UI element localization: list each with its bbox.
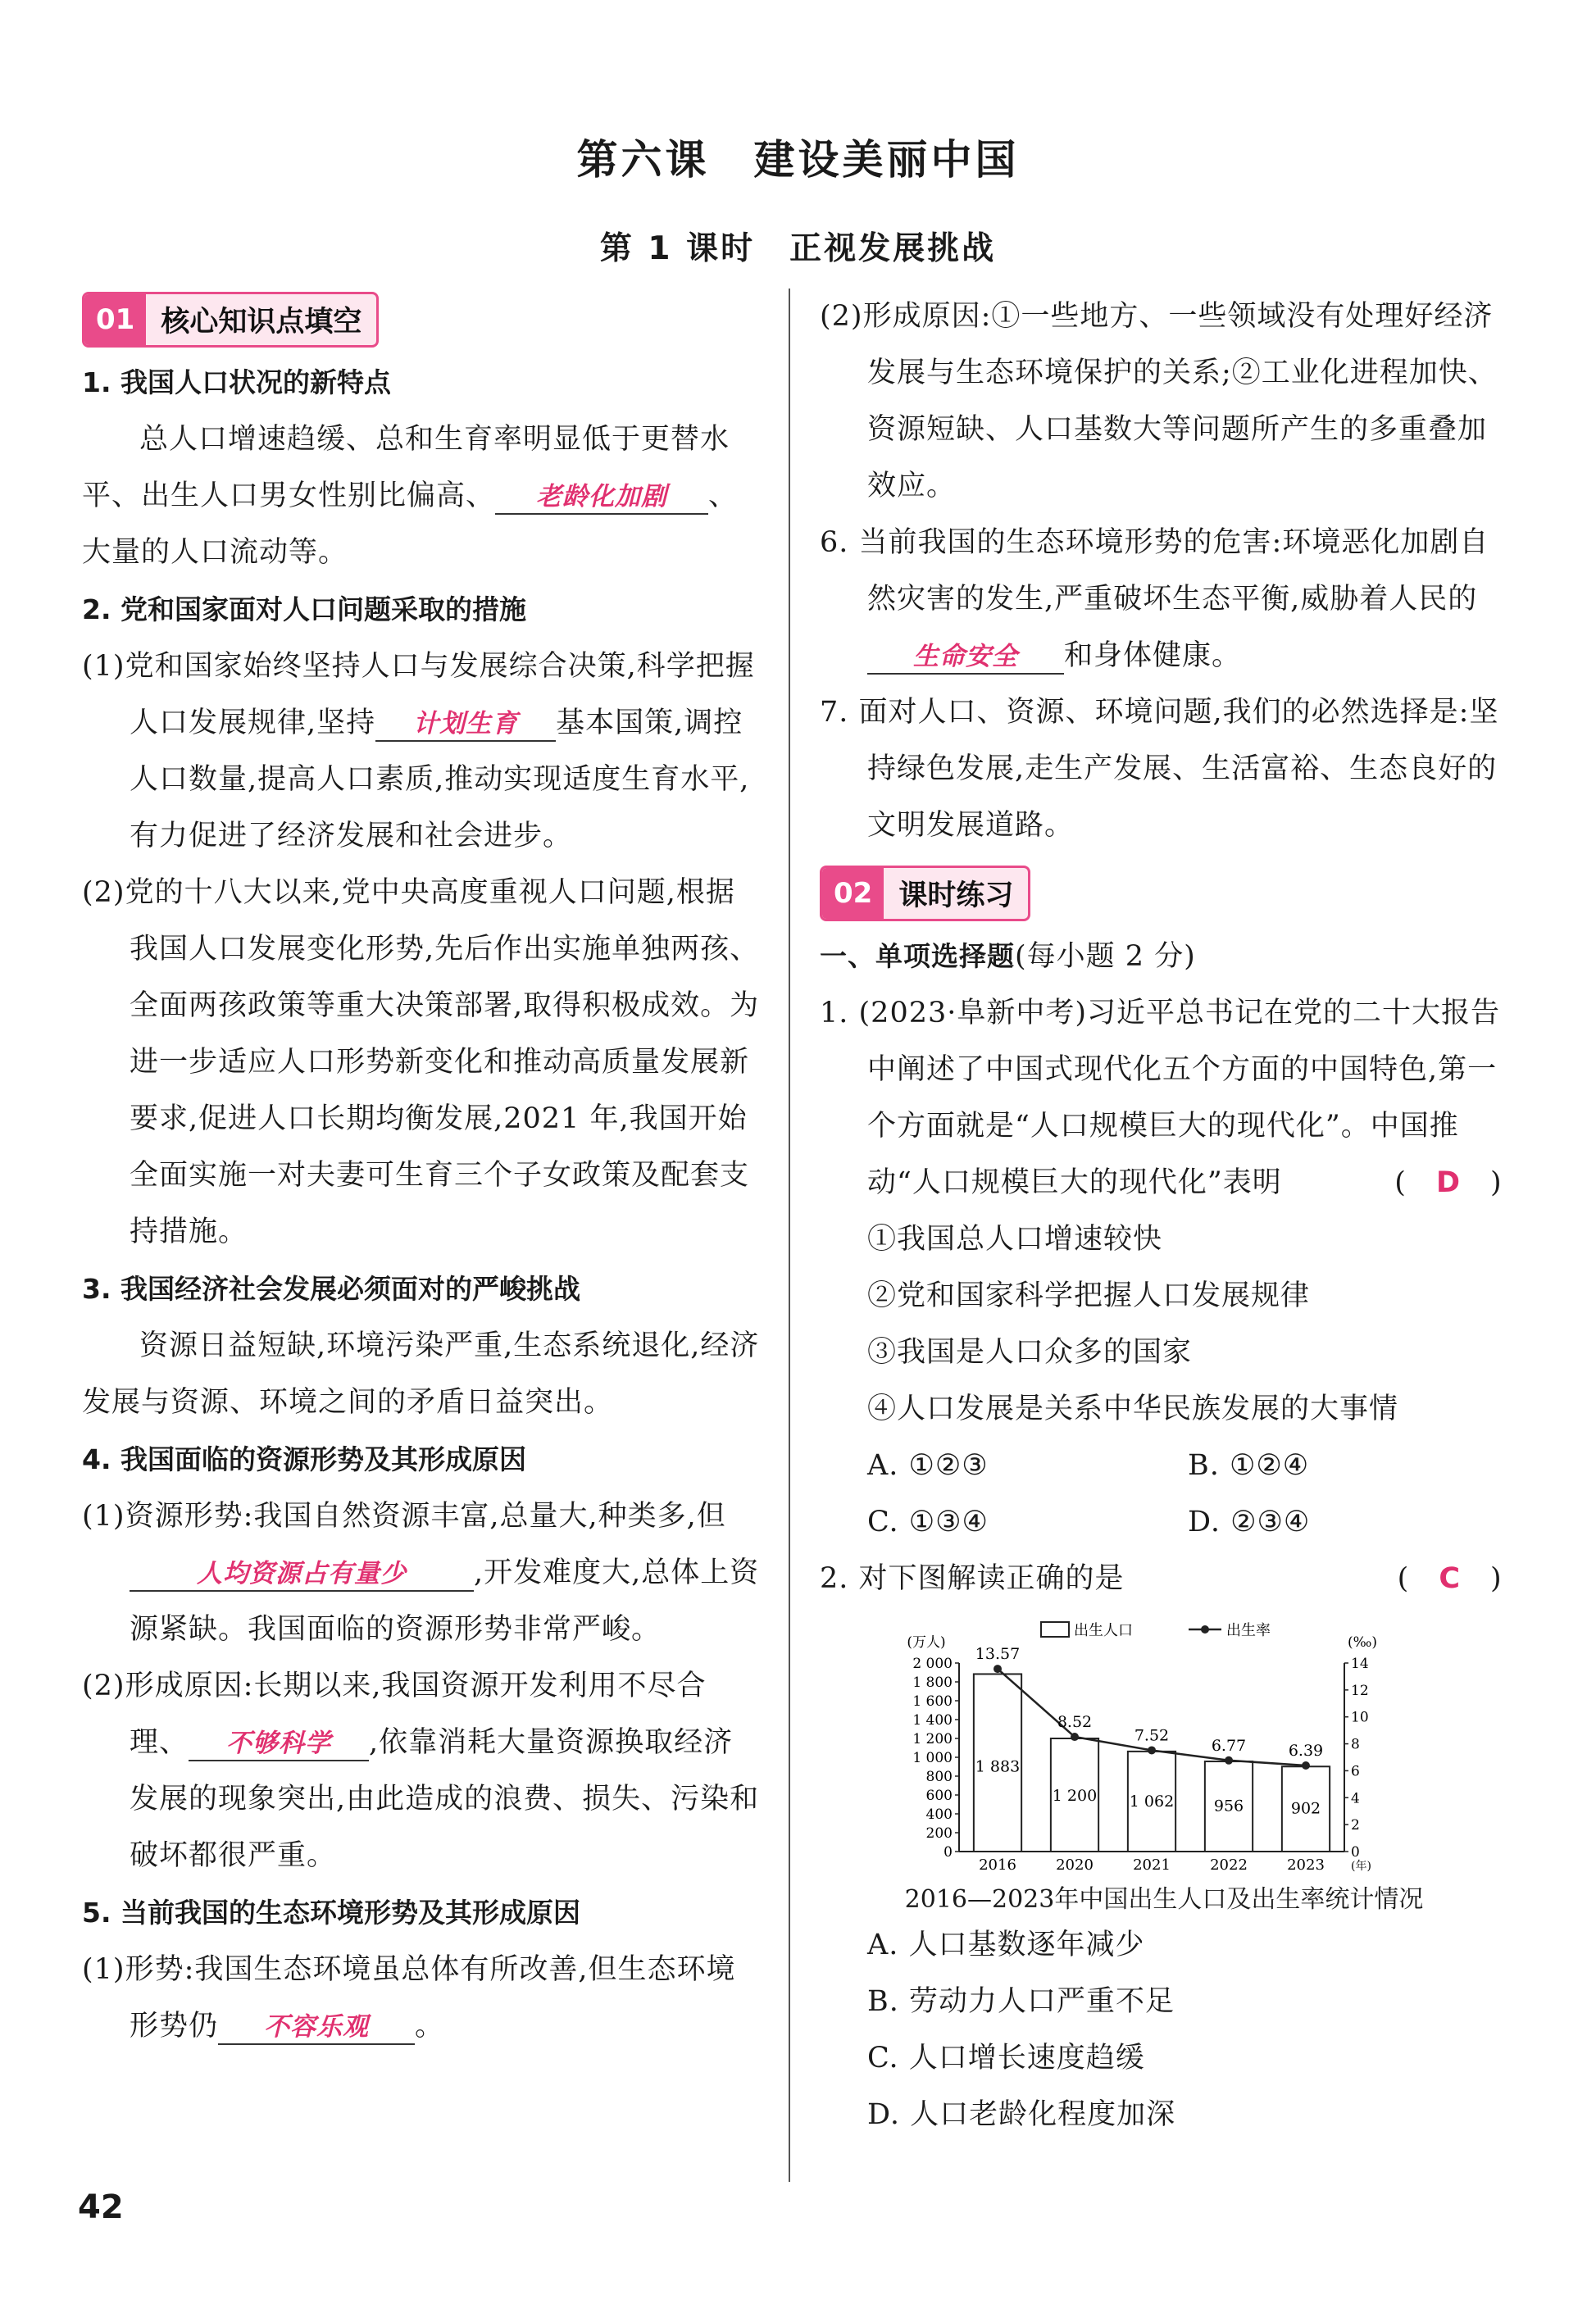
answer-blank: 不容乐观 [218, 2011, 415, 2045]
bar-value-label: 902 [1290, 1799, 1321, 1818]
y-right-label: (‰) [1347, 1634, 1378, 1651]
legend-line-label: 出生率 [1226, 1622, 1271, 1639]
option-c: C. ①③④ [867, 1506, 989, 1538]
y-left-tick-label: 1 400 [912, 1712, 953, 1729]
q4-heading: 4. 我国面临的资源形势及其形成原因 [82, 1443, 526, 1475]
x-unit-label: (年) [1351, 1860, 1371, 1873]
mc1-options-row1 [867, 1438, 1508, 1494]
page-number: 42 [78, 2188, 124, 2226]
mc2-answer: ( C ) [1397, 1562, 1503, 1595]
y-left-label: (万人) [907, 1634, 946, 1651]
section-badge-practice [820, 866, 1030, 921]
option-b: B. ①②④ [1188, 1449, 1310, 1482]
birth-rate-point [1071, 1733, 1079, 1741]
y-left-tick-label: 400 [925, 1806, 953, 1823]
birth-chart [820, 1614, 1508, 1917]
q6-text: 6. 当前我国的生态环境形势的危害:环境恶化加剧自然灾害的发生,严重破坏生态平衡,威胁着人民的生命安全 和身体健康。 [820, 515, 1508, 684]
y-left-tick-label: 2 000 [912, 1656, 953, 1672]
birth-rate-label: 6.39 [1288, 1742, 1324, 1761]
mc1-options-row2 [867, 1494, 1508, 1551]
part-heading: 一、单项选择题(每小题 2 分) [820, 940, 1196, 973]
y-left-tick-label: 1 000 [912, 1750, 953, 1766]
answer-blank: 人均资源占有量少 [130, 1557, 474, 1592]
birth-rate-label: 7.52 [1134, 1726, 1170, 1745]
answer-blank: 老龄化加剧 [495, 480, 708, 515]
q2-para1: (1)党和国家始终坚持人口与发展综合决策,科学把握人口发展规律,坚持 计划生育 基本国策,调控人口数量,提高人口素质,推动实现适度生育水平,有力促进了经济发展和社会进步。 [82, 650, 755, 852]
section-title: 核心知识点填空 [161, 306, 362, 339]
option-b: B. 劳动力人口严重不足 [867, 1985, 1175, 2018]
mc1-items [820, 1211, 1508, 1551]
q1-text: 总人口增速趋缓、总和生育率明显低于更替水平、出生人口男女性别比偏高、 老龄化加剧 、大量的人口流动等。 [82, 423, 739, 569]
mc1-answer: ( D ) [1394, 1166, 1503, 1199]
y-left-tick-label: 1 200 [912, 1731, 953, 1747]
option-a: A. 人口基数逐年减少 [867, 1929, 1145, 1961]
lesson-title: 第六课 建设美丽中国 [576, 136, 1020, 184]
left-column [82, 289, 762, 2055]
bar-value-label: 1 883 [975, 1757, 1021, 1776]
answer-blank: 不够科学 [189, 1727, 369, 1761]
q2-heading: 2. 党和国家面对人口问题采取的措施 [82, 593, 526, 625]
q3-heading: 3. 我国经济社会发展必须面对的严峻挑战 [82, 1273, 580, 1305]
list-item: ③我国是人口众多的国家 [867, 1336, 1193, 1369]
x-tick-label: 2023 [1287, 1856, 1325, 1874]
y-left-tick-label: 1 800 [912, 1675, 953, 1691]
q3-text: 资源日益短缺,环境污染严重,生态系统退化,经济发展与资源、环境之间的矛盾日益突出。 [82, 1329, 760, 1419]
y-right-tick-label: 2 [1351, 1817, 1360, 1834]
mc2-stem: 2. 对下图解读正确的是 ( C ) [820, 1551, 1508, 1607]
birth-rate-label: 6.77 [1211, 1736, 1247, 1755]
list-item: ④人口发展是关系中华民族发展的大事情 [867, 1393, 1399, 1425]
mc1-stem: 1. (2023·阜新中考)习近平总书记在党的二十大报告中阐述了中国式现代化五个方面的中国特色,第一个方面就是“人口规模巨大的现代化”。中国推动“人口规模巨大的现代化”表明 ( D ) [820, 985, 1508, 1211]
q4-para1: (1)资源形势:我国自然资源丰富,总量大,种类多,但人均资源占有量少 ,开发难度大,总体上资源紧缺。我国面临的资源形势非常严峻。 [82, 1500, 760, 1646]
list-item: ①我国总人口增速较快 [867, 1223, 1163, 1256]
q5-para1: (1)形势:我国生态环境虽总体有所改善,但生态环境形势仍 不容乐观 。 [82, 1942, 762, 2055]
bar-value-label: 1 062 [1129, 1793, 1175, 1811]
section-badge-core [82, 292, 379, 348]
lesson-subtitle: 第 1 课时 正视发展挑战 [599, 230, 997, 267]
section-title: 课时练习 [898, 879, 1014, 912]
chart-caption: 2016—2023年中国出生人口及出生率统计情况 [904, 1885, 1424, 1914]
birth-rate-point [1302, 1761, 1310, 1770]
x-tick-label: 2016 [979, 1856, 1016, 1874]
q1-heading: 1. 我国人口状况的新特点 [82, 366, 391, 398]
x-tick-label: 2021 [1133, 1856, 1171, 1874]
legend-bar-label: 出生人口 [1074, 1622, 1133, 1639]
legend-bar-swatch [1041, 1622, 1069, 1637]
birth-rate-point [1225, 1756, 1233, 1765]
birth-chart-svg [820, 1614, 1508, 1876]
section-number: 02 [822, 868, 884, 919]
answer-blank: 生命安全 [867, 640, 1064, 675]
option-d: D. ②③④ [1188, 1506, 1311, 1538]
section-number: 01 [84, 294, 146, 345]
mc2-options [820, 1917, 1508, 2143]
answer-blank: 计划生育 [375, 707, 556, 742]
y-left-tick-label: 1 600 [912, 1693, 953, 1710]
option-d: D. 人口老龄化程度加深 [867, 2098, 1176, 2131]
legend-line-marker [1201, 1625, 1209, 1634]
y-left-tick-label: 600 [925, 1788, 953, 1804]
birth-rate-label: 8.52 [1057, 1713, 1093, 1732]
option-c: C. 人口增长速度趋缓 [867, 2042, 1145, 2074]
y-right-tick-label: 0 [1351, 1844, 1360, 1861]
q2-para2: (2)党的十八大以来,党中央高度重视人口问题,根据我国人口发展变化形势,先后作出实施单独两孩、全面两孩政策等重大决策部署,取得积极成效。为进一步适应人口形势新变化和推动高质量发展新要求,促进人口长期均衡发展,2021 年,我国开始全面实施一对夫妻可生育三个子女政策及配套支持措施。 [82, 876, 760, 1248]
y-right-tick-label: 8 [1351, 1736, 1360, 1753]
column-divider [789, 289, 790, 2182]
y-left-tick-label: 200 [925, 1825, 953, 1842]
y-left-tick-label: 0 [944, 1844, 953, 1861]
birth-rate-label: 13.57 [975, 1645, 1021, 1664]
y-right-tick-label: 4 [1351, 1790, 1360, 1807]
x-tick-label: 2022 [1210, 1856, 1248, 1874]
y-right-tick-label: 10 [1351, 1709, 1369, 1726]
option-a: A. ①②③ [867, 1449, 989, 1482]
y-right-tick-label: 6 [1351, 1763, 1360, 1780]
q4-para2: (2)形成原因:长期以来,我国资源开发利用不尽合理、 不够科学 ,依靠消耗大量资源换取经济发展的现象突出,由此造成的浪费、损失、污染和破坏都很严重。 [82, 1670, 760, 1872]
x-tick-label: 2020 [1056, 1856, 1094, 1874]
y-right-tick-label: 12 [1351, 1682, 1369, 1699]
q5-para2: (2)形成原因:①一些地方、一些领域没有处理好经济发展与生态环境保护的关系;②工业化进程加快、资源短缺、人口基数大等问题所产生的多重叠加效应。 [820, 300, 1498, 502]
list-item: ②党和国家科学把握人口发展规律 [867, 1279, 1311, 1312]
right-column [820, 289, 1508, 2143]
birth-rate-point [1148, 1746, 1156, 1754]
y-left-tick-label: 800 [925, 1769, 953, 1785]
y-right-tick-label: 14 [1351, 1656, 1369, 1672]
q5-heading: 5. 当前我国的生态环境形势及其形成原因 [82, 1897, 580, 1929]
birth-rate-point [994, 1665, 1002, 1673]
bar-value-label: 1 200 [1052, 1786, 1098, 1805]
q7-text: 7. 面对人口、资源、环境问题,我们的必然选择是:坚持绿色发展,走生产发展、生活富裕、生态良好的文明发展道路。 [820, 696, 1499, 842]
bar-value-label: 956 [1213, 1797, 1244, 1815]
